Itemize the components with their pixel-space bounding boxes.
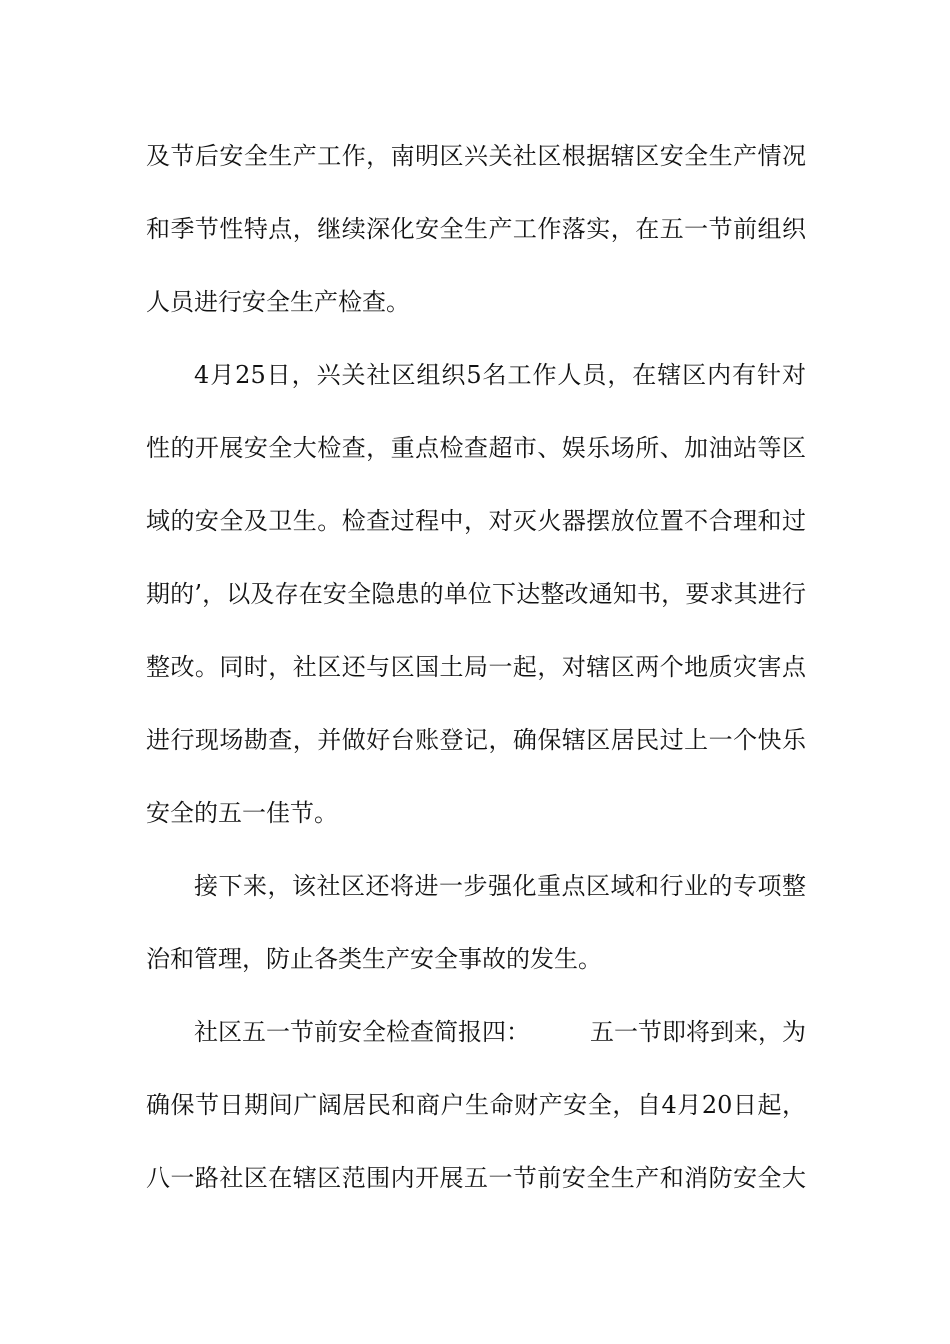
text-line: 接下来，该社区还将进一步强化重点区域和行业的专项整	[194, 872, 806, 900]
section-heading: 社区五一节前安全检查简报四：	[194, 1018, 530, 1046]
text-line: 及节后安全生产工作，南明区兴关社区根据辖区安全生产情况	[146, 142, 806, 170]
text-line: 性的开展安全大检查，重点检查超市、娱乐场所、加油站等区	[146, 434, 806, 462]
text-line: 域的安全及卫生。检查过程中，对灭火器摆放位置不合理和过	[146, 507, 806, 535]
text-line: 整改。同时，社区还与区国土局一起，对辖区两个地质灾害点	[146, 653, 806, 681]
text-line: 4月25日，兴关社区组织5名工作人员，在辖区内有针对	[194, 361, 806, 389]
text-line: 治和管理，防止各类生产安全事故的发生。	[146, 945, 602, 973]
text-line: 期的’，以及存在安全隐患的单位下达整改通知书，要求其进行	[146, 580, 806, 608]
text-line: 和季节性特点，继续深化安全生产工作落实，在五一节前组织	[146, 215, 806, 243]
document-body	[146, 120, 806, 1215]
text-line: 确保节日期间广阔居民和商户生命财产安全，自4月20日起，	[146, 1091, 806, 1119]
text-line: 进行现场勘查，并做好台账登记，确保辖区居民过上一个快乐	[146, 726, 806, 754]
text-line	[146, 996, 806, 1069]
text-line: 人员进行安全生产检查。	[146, 288, 410, 316]
text-fragment: 五一节即将到来，为	[590, 1018, 806, 1046]
text-line: 八一路社区在辖区范围内开展五一节前安全生产和消防安全大	[146, 1164, 806, 1192]
text-line: 安全的五一佳节。	[146, 799, 338, 827]
